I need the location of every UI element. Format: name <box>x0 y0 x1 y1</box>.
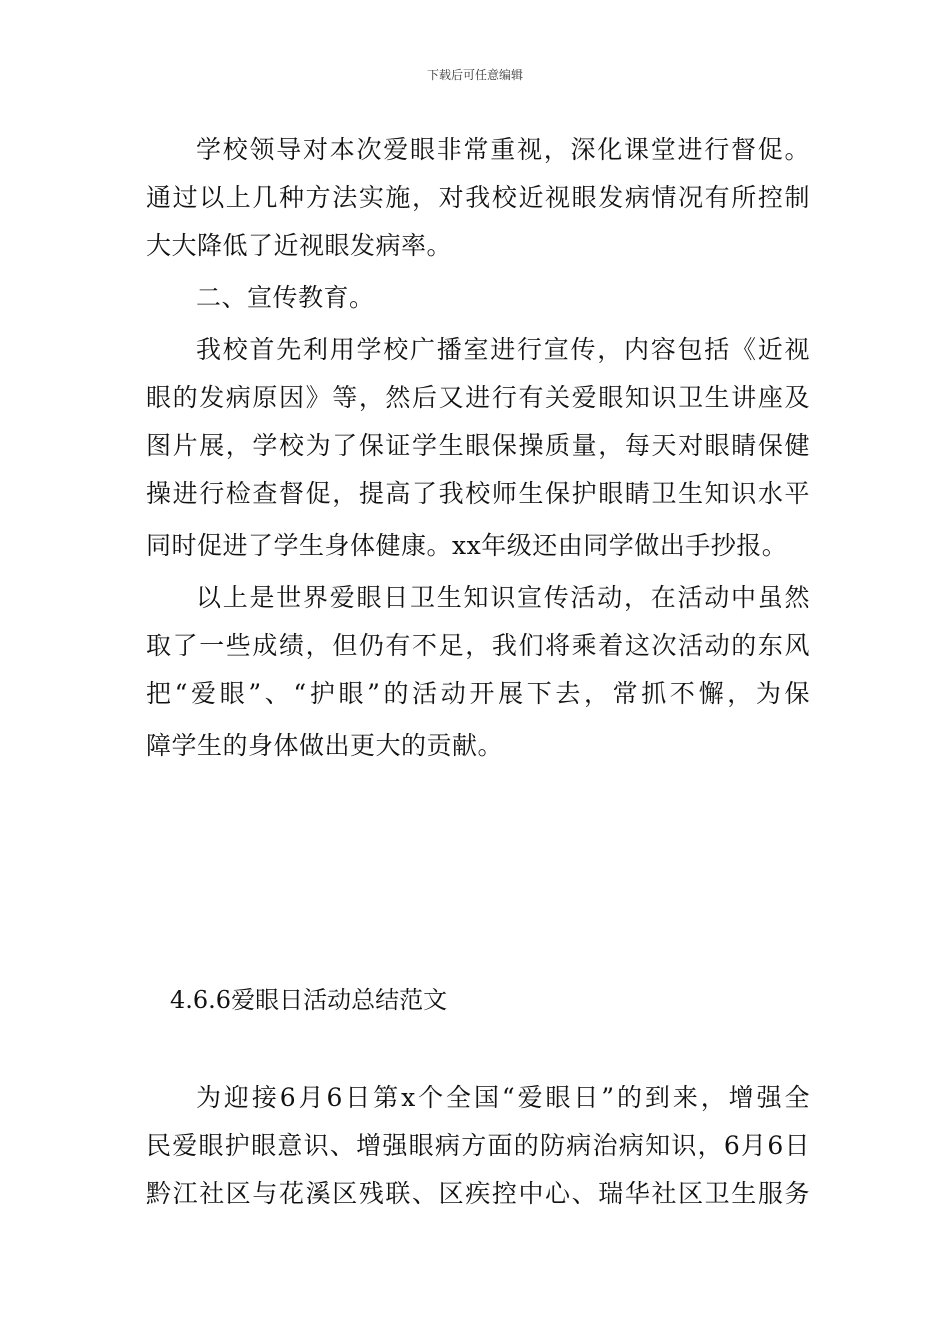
paragraph-line: 眼的发病原因》等，然后又进行有关爱眼知识卫生讲座及 <box>146 383 810 412</box>
paragraph-line: 障学生的身体做出更大的贡献。 <box>146 731 504 760</box>
paragraph-line: 民爱眼护眼意识、增强眼病方面的防病治病知识，6月6日 <box>146 1131 810 1160</box>
section-title: 4.6.6爱眼日活动总结范文 <box>170 986 448 1014</box>
paragraph-line: 以上是世界爱眼日卫生知识宣传活动，在活动中虽然 <box>196 583 810 612</box>
paragraph-line: 同时促进了学生身体健康。xx年级还由同学做出手抄报。 <box>146 531 788 560</box>
paragraph-line: 通过以上几种方法实施，对我校近视眼发病情况有所控制 <box>146 183 810 212</box>
paragraph-line: 大大降低了近视眼发病率。 <box>146 231 453 260</box>
subheading: 二、宣传教育。 <box>196 283 375 312</box>
paragraph-line: 为迎接6月6日第x个全国“爱眼日”的到来，增强全 <box>196 1083 810 1112</box>
paragraph-line: 操进行检查督促，提高了我校师生保护眼睛卫生知识水平 <box>146 479 810 508</box>
paragraph-line: 黔江社区与花溪区残联、区疾控中心、瑞华社区卫生服务 <box>146 1179 810 1208</box>
page-header: 下载后可任意编辑 <box>426 68 523 82</box>
paragraph-line: 图片展，学校为了保证学生眼保操质量，每天对眼睛保健 <box>146 431 810 460</box>
paragraph-line: 我校首先利用学校广播室进行宣传，内容包括《近视 <box>196 335 810 364</box>
paragraph-line: 学校领导对本次爱眼非常重视，深化课堂进行督促。 <box>196 135 810 164</box>
paragraph-line: 把“爱眼”、“护眼”的活动开展下去，常抓不懈，为保 <box>146 679 810 708</box>
paragraph-line: 取了一些成绩，但仍有不足，我们将乘着这次活动的东风 <box>146 631 810 660</box>
